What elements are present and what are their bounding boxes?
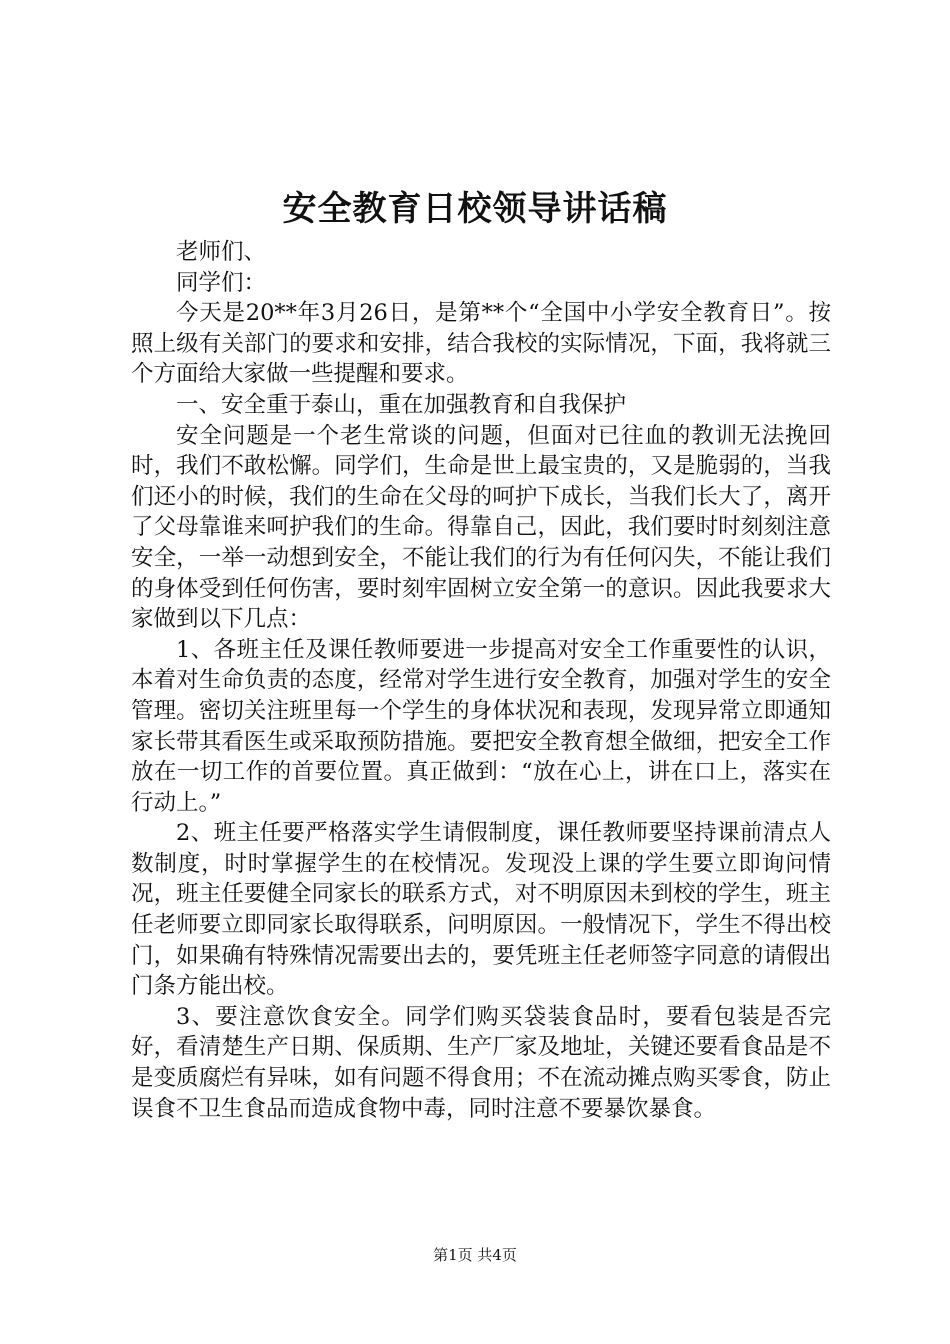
list-item-2: 2、班主任要严格落实学生请假制度，课任教师要坚持课前清点人数制度，时时掌握学生的在校情况。发现没上课的学生要立即询问情况，班主任要健全同家长的联系方式，对不明原因未到校的学生，班主任老师要立即同家长取得联系，问明原因。一般情况下，学生不得出校门，如果确有特殊情况需要出去的，要凭班主任老师签字同意的请假出门条方能出校。 (131, 820, 831, 1000)
body-paragraph-safety: 安全问题是一个老生常谈的问题，但面对已往血的教训无法挽回时，我们不敢松懈。同学们，生命是世上最宝贵的，又是脆弱的，当我们还小的时候，我们的生命在父母的呵护下成长，当我们长大了，离开了父母靠谁来呵护我们的生命。得靠自己，因此，我们要时时刻刻注意安全，一举一动想到安全，不能让我们的行为有任何闪失，不能让我们的身体受到任何伤害，要时刻牢固树立安全第一的意识。因此我要求大家做到以下几点： (131, 422, 831, 633)
intro-paragraph: 今天是20**年3月26日，是第**个“全国中小学安全教育日”。按照上级有关部门的要求和安排，结合我校的实际情况，下面，我将就三个方面给大家做一些提醒和要求。 (131, 300, 831, 388)
page-footer: 第1页 共4页 (433, 1246, 517, 1264)
salutation-students: 同学们： (176, 269, 267, 296)
list-item-3: 3、要注意饮食安全。同学们购买袋装食品时，要看包装是否完好，看清楚生产日期、保质期、生产厂家及地址，关键还要看食品是不是变质腐烂有异味，如有问题不得食用；不在流动摊点购买零食，防止误食不卫生食品而造成食物中毒，同时注意不要暴饮暴食。 (131, 1003, 831, 1122)
document-title: 安全教育日校领导讲话稿 (282, 189, 668, 229)
list-item-1: 1、各班主任及课任教师要进一步提高对安全工作重要性的认识，本着对生命负责的态度，经常对学生进行安全教育，加强对学生的安全管理。密切关注班里每一个学生的身体状况和表现，发现异常立即通知家长带其看医生或采取预防措施。要把安全教育想全做细，把安全工作放在一切工作的首要位置。真正做到：“放在心上，讲在口上，落实在行动上。” (131, 636, 831, 816)
document-body (131, 237, 831, 1124)
salutation-teachers: 老师们、 (176, 239, 267, 265)
section-heading-one: 一、安全重于泰山，重在加强教育和自我保护 (176, 391, 627, 418)
